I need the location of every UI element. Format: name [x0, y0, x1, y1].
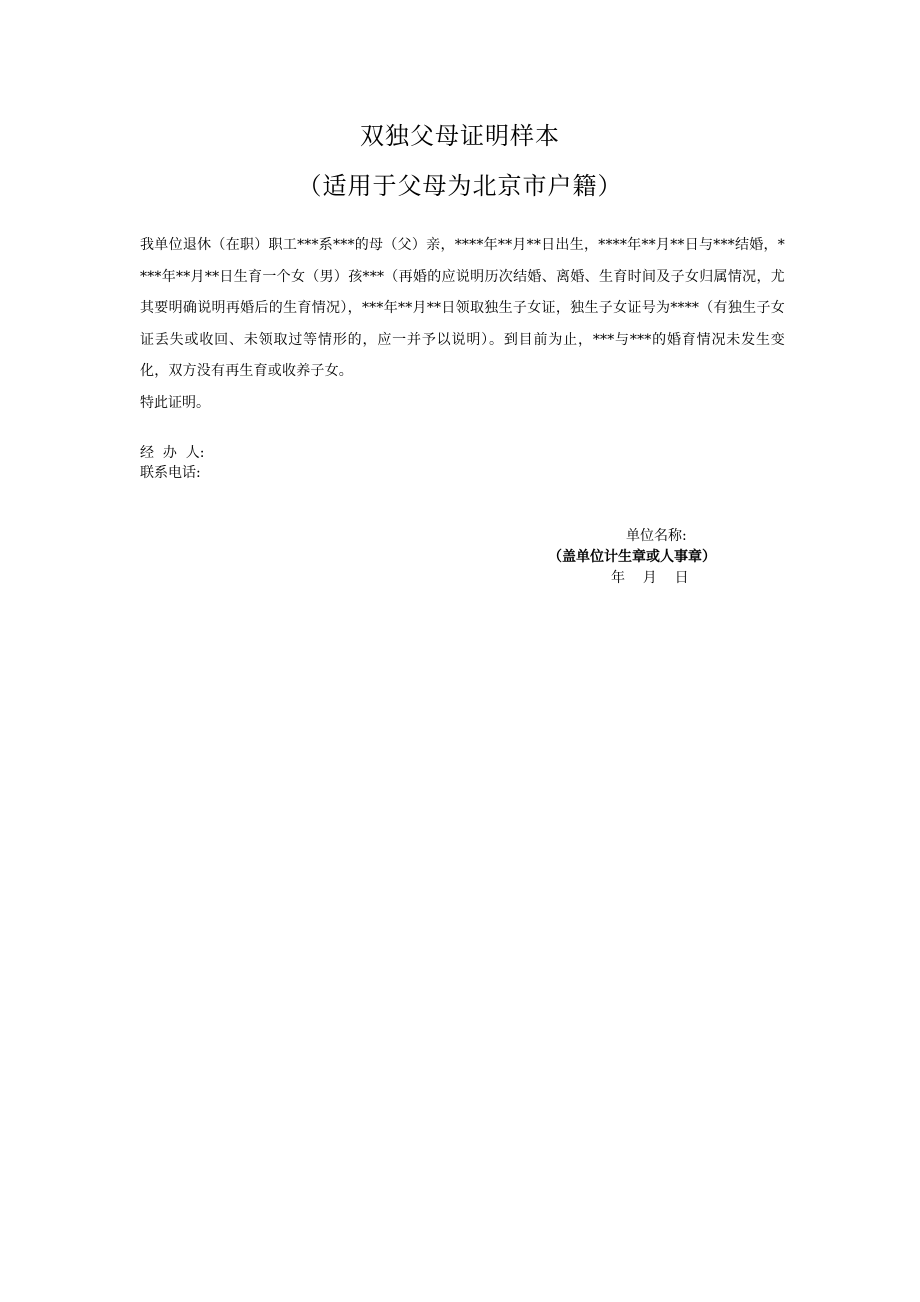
signature-block: [540, 526, 760, 589]
phone-label: 联系电话:: [140, 465, 201, 481]
handler-label: 经 办 人:: [140, 445, 205, 461]
stamp-note: （盖单位计生章或人事章）: [548, 549, 716, 565]
document-title: 双独父母证明样本: [360, 122, 560, 150]
body-paragraph: 我单位退休（在职）职工***系***的母（父）亲，****年**月**日出生，****年**月**日与***结婚，****年**月**日生育一个女（男）孩***（再婚的应说明历次结婚、离婚、生育时间及子女归属情况，尤其要明确说明再婚后的生育情况），***年**月**日领取独生子女证，独生子女证号为****（有独生子女证丢失或收回、未领取过等情形的，应一并予以说明）。到目前为止，***与***的婚育情况未发生变化，双方没有再生育或收养子女。: [140, 237, 785, 379]
closing-line: 特此证明。: [140, 394, 210, 411]
document-body: [140, 230, 785, 419]
document-subtitle: （适用于父母为北京市户籍）: [297, 172, 623, 200]
date-line: 年 月 日: [611, 570, 689, 586]
contact-block: [140, 443, 205, 483]
unit-name-label: 单位名称:: [626, 528, 687, 544]
